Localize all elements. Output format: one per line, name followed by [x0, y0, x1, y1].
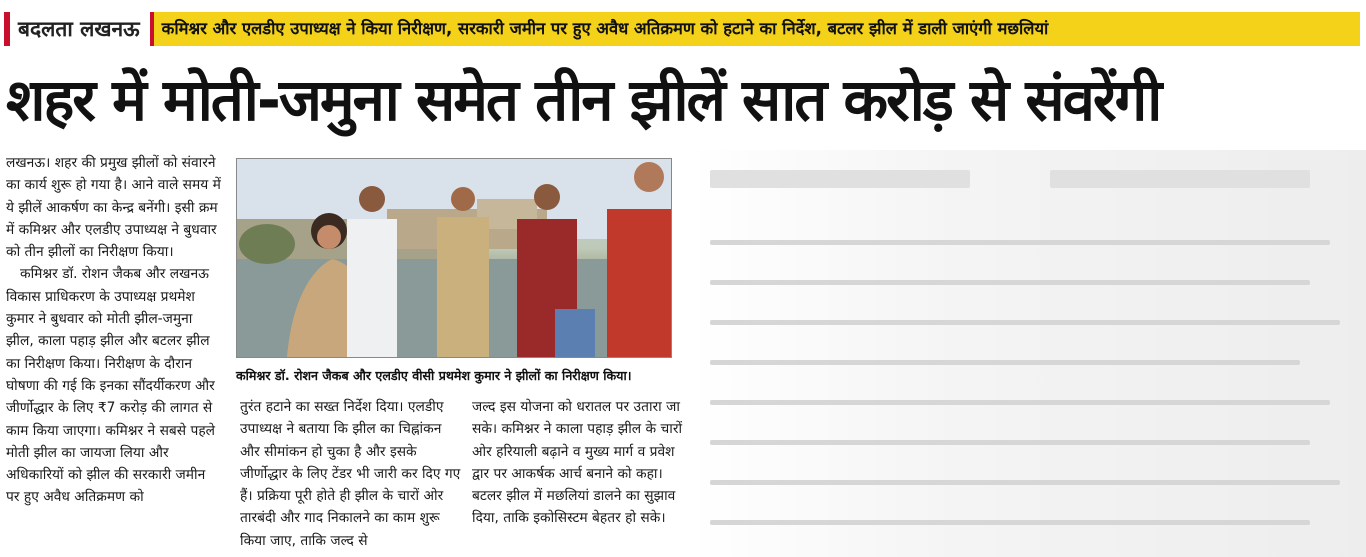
article-column-1 — [6, 152, 221, 509]
section-label: बदलता लखनऊ — [18, 16, 140, 41]
paragraph: तुरंत हटाने का सख्त निर्देश दिया। एलडीए उपाध्यक्ष ने बताया कि झील का चिह्नांकन और सीमांकन हो चुका है और इसके जीर्णोद्धार के लिए टेंडर भी जारी कर दिए गए हैं। प्रक्रिया पूरी होते ही झील के चारों ओर तारबंदी और गाद निकालने का काम शुरू किया जाए, ताकि जल्द से — [240, 399, 461, 549]
photo-caption: कमिश्नर डॉ. रोशन जैकब और एलडीए वीसी प्रथमेश कुमार ने झीलों का निरीक्षण किया। — [236, 368, 632, 383]
paragraph: लखनऊ। शहर की प्रमुख झीलों को संवारने का कार्य शुरू हो गया है। आने वाले समय में ये झीलें आकर्षण का केन्द्र बनेंगी। इसी क्रम में कमिश्नर और एलडीए उपाध्यक्ष ने बुधवार को तीन झीलों का निरीक्षण किया। — [6, 155, 221, 261]
section-accent-mark — [4, 12, 10, 46]
headline: शहर में मोती-जमुना समेत तीन झीलें सात करोड़ से संवरेंगी — [6, 66, 1161, 134]
paragraph: कमिश्नर डॉ. रोशन जैकब और लखनऊ विकास प्राधिकरण के उपाध्यक्ष प्रथमेश कुमार ने बुधवार को मोती झील-जमुना झील, काला पहाड़ झील और बटलर झील का निरीक्षण किया। निरीक्षण के दौरान घोषणा की गई कि इनका सौंदर्यीकरण और जीर्णोद्धार के लिए ₹7 करोड़ की लागत से काम किया जाएगा। कमिश्नर ने सबसे पहले मोती झील का जायजा लिया और अधिकारियों को झील की सरकारी जमीन पर हुए अवैध अतिक्रमण को — [6, 266, 216, 506]
kicker-strap: कमिश्नर और एलडीए उपाध्यक्ष ने किया निरीक्षण, सरकारी जमीन पर हुए अवैध अतिक्रमण को हटाने का निर्देश, बटलर झील में डाली जाएंगी मछलियां — [150, 12, 1360, 46]
news-photo — [236, 158, 672, 358]
article-column-3 — [472, 396, 690, 530]
article-column-2 — [240, 396, 462, 552]
section-header-bar — [4, 12, 1360, 46]
paragraph: जल्द इस योजना को धरातल पर उतारा जा सके। कमिश्नर ने काला पहाड़ झील के चारों ओर हरियाली बढ़ाने व मुख्य मार्ग व प्रवेश द्वार पर आकर्षक आर्च बनाने को कहा। बटलर झील में मछलियां डालने का सुझाव दिया, ताकि इकोसिस्टम बेहतर हो सके। — [472, 399, 683, 527]
bleed-through-area — [690, 150, 1366, 557]
